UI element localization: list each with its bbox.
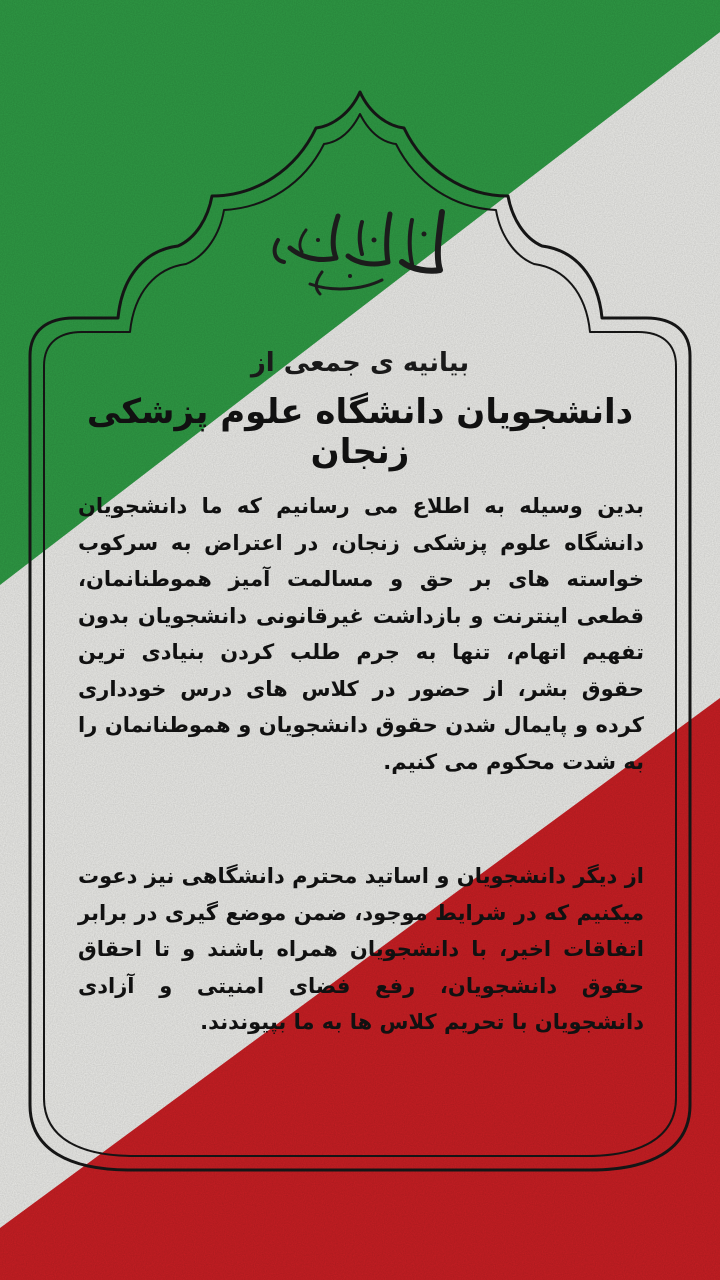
heading-line-2: دانشجویان دانشگاه علوم پزشکی زنجان xyxy=(86,392,634,472)
heading-line-1: بیانیه ی جمعی از xyxy=(250,348,470,378)
statement-paragraph-1: بدین وسیله به اطلاع می رسانیم که ما دانشجویان دانشگاه علوم پزشکی زنجان، در اعتراض به سرکوب خواسته های بر حق و مسالمت آمیز هموطنانمان، قطعی اینترنت و بازداشت غیرقانونی دانشجویان بدون تفهیم اتهام، تنها به جرم طلب کردن بنیادی ترین حقوق بشر، از حضور در کلاس های درس خودداری کرده و پایمال شدن حقوق دانشجویان و هموطنانمان را به شدت محکوم می کنیم. xyxy=(78,494,644,774)
statement-paragraph-2: از دیگر دانشجویان و اساتید محترم دانشگاهی نیز دعوت میکنیم که در شرایط موجود، ضمن موضع گیری در برابر اتفاقات اخیر، با دانشجویان همراه باشند و تا احقاق حقوق دانشجویان، رفع فضای امنیتی و آزادی دانشجویان با تحریم کلاس ها به ما بپیوندند. xyxy=(78,864,644,1034)
bismillah-calligraphy xyxy=(262,200,462,300)
